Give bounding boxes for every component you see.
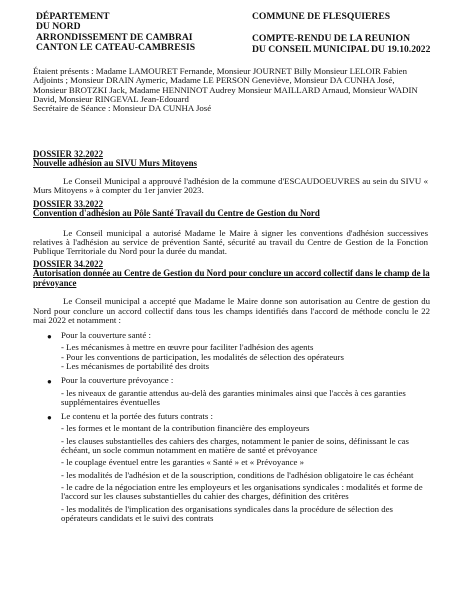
- dossier-33: [33, 200, 428, 257]
- sub-item: - les clauses substantielles des cahiers des charges, notamment le panier de soins, définissant le cas échéant, un socle commun notamment en matière de santé et prévoyance: [61, 435, 409, 456]
- present-members: Étaient présents : Madame LAMOURET Fernande, Monsieur JOURNET Billy Monsieur LELOIR Fabien Adjoints ; Monsieur DRAIN Aymeric, Madame LE PERSON Geneviève, Monsieur DA CUNHA José, Monsieur BROTZKI Jack, Madame HENNINOT Audrey Monsieur MAILLARD Arnaud, Monsieur WADIN David, Monsieur RINGEVAL Jean-Edouard: [33, 66, 418, 104]
- header-left-line: ARRONDISSEMENT DE CAMBRAI: [36, 31, 193, 43]
- dossier-title: Autorisation donnée au Centre de Gestion du Nord pour conclure un accord collectif dans le champ de la prévoyance: [33, 268, 430, 288]
- report-title: COMPTE-RENDU DE LA REUNION: [252, 33, 411, 45]
- department-header: [36, 12, 196, 54]
- dossier-34: [33, 260, 430, 523]
- header-left-line: DÉPARTEMENT: [36, 11, 110, 22]
- sub-item: - les niveaux de garantie attendus au-delà des garanties minimales ainsi que l'accès à ces garanties supplémentaires éventuelles: [61, 387, 406, 407]
- header-left-line: DU NORD: [36, 21, 81, 33]
- header-left-line: CANTON LE CATEAU-CAMBRESIS: [36, 42, 196, 54]
- sub-item: - les modalités de l'implication des organisations syndicales dans la procédure de sélection des opérateurs candidats et le suivi des contrats: [61, 503, 393, 523]
- bullet-heading: Pour la couverture prévoyance :: [61, 375, 174, 386]
- attendance-block: [33, 67, 428, 113]
- sub-item: - le couplage éventuel entre les garanties « Santé » et « Prévoyance »: [61, 457, 305, 468]
- sub-item: - le cadre de la négociation entre les employeurs et les organisations syndicales : modalités et forme de l'accord sur les clauses substantielles du cahier des charges, définition des critères: [61, 481, 423, 502]
- bullet-icon: ●: [47, 377, 52, 387]
- dossier-text: Le Conseil Municipal a approuvé l'adhésion de la commune d'ESCAUDOEUVRES au sein du SIVU « Murs Mitoyens » à compter du 1er janvier 2023.: [33, 175, 428, 196]
- dossier-title: Convention d'adhésion au Pôle Santé Travail du Centre de Gestion du Nord: [33, 208, 320, 219]
- dossier-text: Le Conseil municipal a accepté que Madame le Maire donne son autorisation au Centre de gestion du Nord pour conclure un accord collectif dans tous les champs identifiés dans l'accord de méthode conclu le 22 mai 2022 et notamment :: [33, 296, 430, 325]
- dossier-32: [33, 150, 428, 195]
- bullet-list: [33, 331, 430, 523]
- commune-name: COMMUNE DE FLESQUIERES: [252, 11, 391, 22]
- bullet-item: [47, 375, 430, 387]
- bullet-item: [47, 411, 430, 423]
- bullet-icon: ●: [47, 413, 52, 423]
- dossier-number: DOSSIER 34.2022: [33, 259, 104, 269]
- bullet-heading: Pour la couverture santé :: [61, 330, 151, 341]
- bullet-icon: ●: [47, 332, 52, 342]
- dossier-title: Nouvelle adhésion au SIVU Murs Mitoyens: [33, 158, 197, 169]
- dossier-number: DOSSIER 32.2022: [33, 149, 104, 159]
- sub-item: - Pour les conventions de participation, les modalités de sélection des opérateurs: [61, 351, 344, 362]
- dossier-number: DOSSIER 33.2022: [33, 199, 104, 209]
- dossier-text: Le Conseil municipal a autorisé Madame le Maire à signer les conventions d'adhésion successives relatives à l'adhésion au service de prévention Santé, sécurité au travail du Centre de Gestion de la Fonction Publique Territoriale du Nord pour la durée du mandat.: [33, 227, 428, 257]
- bullet-heading: Le contenu et la portée des futurs contrats :: [61, 411, 213, 422]
- sub-item: - les modalités de l'adhésion et de la souscription, conditions de l'adhésion obligatoire le cas échéant: [61, 469, 414, 480]
- sub-item: - Les mécanismes à mettre en œuvre pour faciliter l'adhésion des agents: [61, 342, 314, 353]
- bullet-item: [47, 330, 430, 342]
- session-secretary: Secrétaire de Séance : Monsieur DA CUNHA José: [33, 103, 212, 114]
- sub-item: - Les mécanismes de portabilité des droits: [61, 361, 210, 371]
- commune-header: [252, 12, 432, 55]
- report-title: DU CONSEIL MUNICIPAL DU 19.10.2022: [252, 43, 431, 55]
- sub-item: - les formes et le montant de la contribution financière des employeurs: [61, 423, 310, 434]
